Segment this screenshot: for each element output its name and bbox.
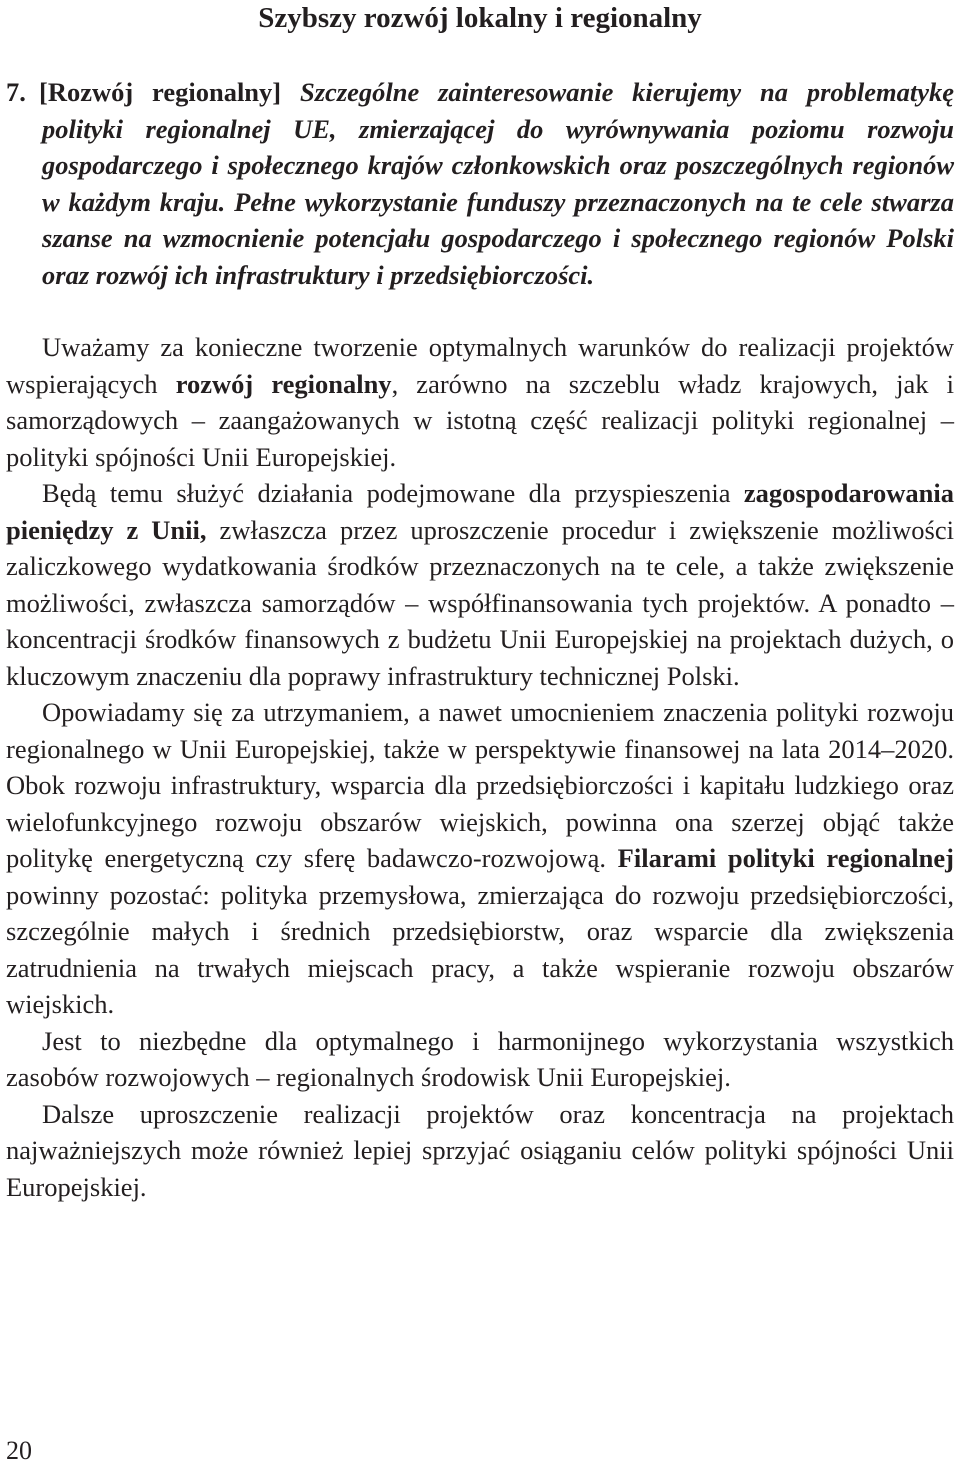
paragraph-4: Jest to niezbędne dla optymalnego i harmonijnego wykorzystania wszystkich zasobów rozwojowych – regionalnych środowisk Unii Europejskiej. (6, 1025, 954, 1092)
paragraph-1-text-c: , zarówno na szczeblu władz krajowych, jak i samorządowych – zaangażowanych w istotną część realizacji polityki regionalnej – polityki spójności Unii Europejskiej. (6, 368, 954, 472)
paragraph-3-bold: Filarami polityki regionalnej (617, 843, 954, 873)
paragraph-3-text-c: powinny pozostać: polityka przemysłowa, zmierzająca do rozwoju przedsiębiorczości, szczególnie małych i średnich przedsiębiorstw, oraz wsparcie dla zwiększenia zatrudnienia na trwałych miejscach pracy, a także wspieranie rozwoju obszarów wiejskich. (6, 879, 954, 1019)
paragraph-1-text-a: Uważamy za konieczne tworzenie optymalnych warunków do realizacji projektów wspierających (6, 332, 954, 399)
paragraph-5: Dalsze uproszczenie realizacji projektów oraz koncentracja na projektach najważniejszych może również lepiej sprzyjać osiąganiu celów polityki spójności Unii Europejskiej. (6, 1098, 954, 1202)
section-tag: [Rozwój regionalny] (39, 77, 282, 107)
section-title: Szybszy rozwój lokalny i regionalny (258, 2, 702, 34)
paragraph-1 (6, 329, 954, 475)
paragraph-3-text-a: Opowiadamy się za utrzymaniem, a nawet umocnieniem znaczenia polityki rozwoju regionalnego w Unii Europejskiej, także w perspektywie finansowej na lata 2014–2020. Obok rozwoju infrastruktury, wsparcia dla przedsiębiorczości i kapitału ludzkiego oraz wielofunkcyjnego rozwoju obszarów wiejskich, powinna ona szerzej objąć także politykę energetyczną czy sferę badawczo-rozwojową. (6, 697, 954, 873)
intro-text: Szczególne zainteresowanie kierujemy na problematykę polityki regionalnej UE, zmierzającej do wyrównywania poziomu rozwoju gospodarczego i społecznego krajów członkowskich oraz poszczególnych regionów w każdym kraju. Pełne wykorzystanie funduszy przeznaczonych na te cele stwarza szanse na wzmocnienie potencjału gospodarczego i społecznego regionów Polski oraz rozwój ich infrastruktury i przedsiębiorczości. (42, 77, 955, 290)
body-text (6, 329, 954, 1205)
paragraph-2-text-a: Będą temu służyć działania podejmowane dla przyspieszenia (42, 478, 744, 508)
paragraph-2-text-c: zwłaszcza przez uproszczenie procedur i zwiększenie możliwości zaliczkowego wydatkowania środków przeznaczonych na te cele, a także zwiększenie możliwości, zwłaszcza samorządów – współfinansowania tych projektów. A ponadto – koncentracji środków finansowych z budżetu Unii Europejskiej na projektach dużych, o kluczowym znaczeniu dla poprawy infrastruktury technicznej Polski. (6, 514, 954, 691)
paragraph-3 (6, 694, 954, 1023)
document-page (6, 0, 954, 1205)
section-number: 7. (6, 77, 26, 107)
paragraph-1-bold: rozwój regionalny (175, 368, 392, 399)
paragraph-2 (6, 475, 954, 694)
intro-paragraph (6, 74, 954, 293)
paragraph-2-bold: zagospodarowania pieniędzy z Unii, (6, 478, 954, 545)
page-number: 20 (6, 1436, 32, 1465)
